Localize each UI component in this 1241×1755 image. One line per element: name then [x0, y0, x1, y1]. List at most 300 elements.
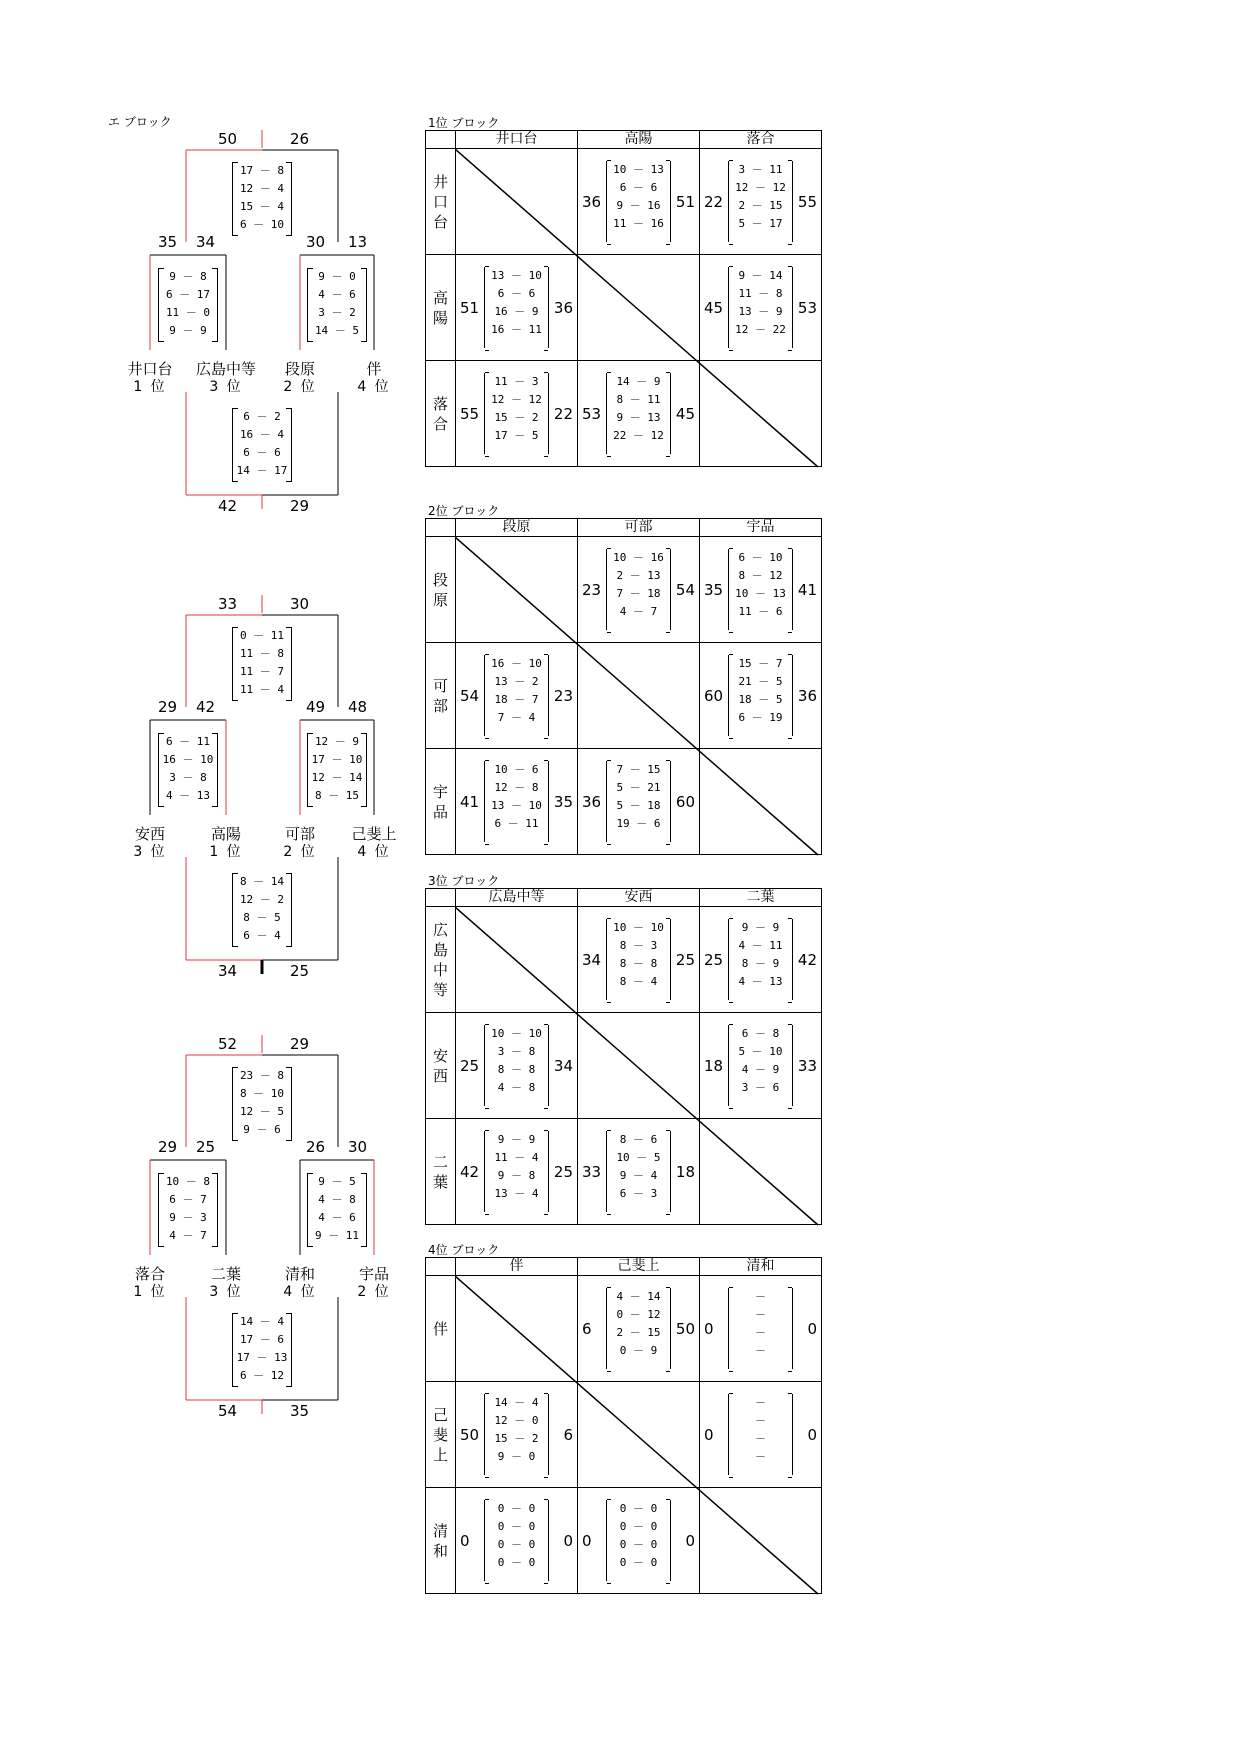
total-right: 41: [797, 580, 817, 599]
bottom-games: [232, 408, 292, 480]
row-header-char: 葉: [432, 1172, 448, 1191]
game-score: 9 － 6: [243, 1123, 281, 1136]
game-score: 4 － 7: [619, 605, 658, 618]
game-score: 12 － 9: [314, 735, 360, 748]
total-left: 25: [704, 950, 724, 969]
game-score: 14 － 4: [494, 1396, 539, 1409]
row-header: [426, 255, 456, 361]
row-header-char: 口: [432, 192, 448, 211]
game-score: 0 － 9: [619, 1344, 658, 1357]
game-score: 6 － 17: [165, 288, 211, 301]
game-score: 0 － 0: [619, 1520, 658, 1533]
game-score: 8 － 10: [239, 1087, 285, 1100]
bracket-paren: [232, 627, 238, 701]
game-score: 6 － 12: [239, 1369, 285, 1382]
game-score: 17 － 10: [311, 753, 363, 766]
game-score: 11 － 16: [613, 217, 664, 230]
game-score: 6 － 10: [738, 551, 783, 564]
game-score: －: [755, 1432, 766, 1445]
mid-score: 30: [306, 233, 326, 251]
game-score: 23 － 8: [239, 1069, 285, 1082]
total-left: 25: [460, 1056, 480, 1075]
game-score: 3 － 6: [741, 1081, 780, 1094]
game-score: 8 － 14: [239, 875, 285, 888]
bracket-lines: [0, 0, 420, 1755]
mid-score: 29: [158, 698, 178, 716]
game-score: 9 － 9: [169, 324, 207, 337]
game-score: 8 － 8: [619, 957, 658, 970]
game-score: 3 － 8: [497, 1045, 536, 1058]
team-name: 二葉: [210, 1265, 242, 1283]
game-score: 8 － 9: [741, 957, 780, 970]
game-score: 0 － 0: [619, 1538, 658, 1551]
game-score: 9 － 5: [318, 1175, 356, 1188]
game-score: 5 － 21: [616, 781, 661, 794]
game-score: 8 － 15: [314, 789, 360, 802]
row-header-char: 陽: [432, 308, 448, 327]
game-score: －: [755, 1344, 766, 1357]
game-score: 12 － 2: [239, 893, 285, 906]
game-score: 10 － 10: [491, 1027, 542, 1040]
bracket-paren: [307, 268, 313, 342]
game-score: 8 － 12: [738, 569, 783, 582]
game-score: 7 － 15: [616, 763, 661, 776]
mid-score: 29: [158, 1138, 178, 1156]
game-score: 16 － 4: [239, 428, 285, 441]
total-right: 25: [675, 950, 695, 969]
mid-score: 48: [348, 698, 368, 716]
bracket-paren: [158, 733, 164, 807]
team-name: 高陽: [210, 825, 242, 843]
row-header: [426, 1488, 456, 1594]
game-score: 7 － 4: [497, 711, 536, 724]
table-title: 1位 ブロック: [428, 116, 500, 130]
game-score: 12 － 12: [491, 393, 542, 406]
game-score: 4 － 7: [169, 1229, 207, 1242]
row-header: [426, 149, 456, 255]
bracket-paren: [286, 162, 292, 236]
game-score: 6 － 7: [169, 1193, 207, 1206]
top-score: 30: [290, 595, 310, 613]
mid-score: 13: [348, 233, 368, 251]
game-score: 17 － 6: [239, 1333, 285, 1346]
team-place: 2 位: [357, 1284, 391, 1300]
column-header: 高陽: [578, 131, 700, 149]
game-score: 8 － 6: [619, 1133, 658, 1146]
team-place: 2 位: [283, 379, 317, 395]
row-header: [426, 1013, 456, 1119]
row-header-char: 中: [432, 960, 448, 979]
game-score: 3 － 8: [169, 771, 207, 784]
total-right: 23: [553, 686, 573, 705]
game-score: 0 － 0: [497, 1538, 536, 1551]
game-score: 11 － 4: [494, 1151, 539, 1164]
game-score: 8 － 4: [619, 975, 658, 988]
column-header: 宇品: [700, 519, 822, 537]
game-score: 7 － 18: [616, 587, 661, 600]
total-left: 42: [460, 1162, 480, 1181]
game-score: 10 － 10: [613, 921, 664, 934]
mid-score: 34: [196, 233, 216, 251]
row-header-char: 広: [432, 920, 448, 939]
total-right: 54: [675, 580, 695, 599]
game-score: 15 － 7: [738, 657, 783, 670]
game-score: 0 － 0: [619, 1502, 658, 1515]
bottom-score: 25: [290, 962, 310, 980]
game-score: 0 － 0: [619, 1556, 658, 1569]
game-score: 0 － 0: [497, 1556, 536, 1569]
total-left: 0: [460, 1531, 470, 1550]
game-score: 6 － 6: [619, 181, 658, 194]
diagonal-line: [455, 537, 851, 859]
game-score: 17 － 8: [239, 164, 285, 177]
bottom-score: 29: [290, 497, 310, 515]
column-header: 井口台: [456, 131, 578, 149]
row-header: [426, 361, 456, 467]
game-score: －: [755, 1450, 766, 1463]
game-score: 17 － 5: [494, 429, 539, 442]
bottom-score: 35: [290, 1402, 310, 1420]
column-header: 二葉: [700, 889, 822, 907]
right-games: [307, 268, 367, 340]
row-header-char: 品: [432, 802, 448, 821]
team-name: 伴: [366, 360, 382, 378]
table-corner: [426, 131, 456, 149]
total-right: 22: [553, 404, 573, 423]
game-score: 16 － 10: [491, 657, 542, 670]
game-score: 12 － 4: [239, 182, 285, 195]
page-title: エ ブロック: [108, 115, 172, 129]
game-score: 5 － 10: [738, 1045, 783, 1058]
row-header-char: 等: [432, 980, 448, 999]
game-score: 2 － 15: [616, 1326, 661, 1339]
total-left: 22: [704, 192, 724, 211]
game-score: 10 － 13: [613, 163, 664, 176]
left-games: [158, 1173, 218, 1245]
column-header: 己斐上: [578, 1258, 700, 1276]
game-score: 2 － 15: [738, 199, 783, 212]
left-games: [158, 268, 218, 340]
column-header: 安西: [578, 889, 700, 907]
game-score: 13 － 10: [491, 799, 542, 812]
bracket-paren: [232, 408, 238, 482]
game-score: 8 － 5: [243, 911, 281, 924]
column-header: 清和: [700, 1258, 822, 1276]
total-right: 51: [675, 192, 695, 211]
game-score: 6 － 4: [243, 929, 281, 942]
total-right: 45: [675, 404, 695, 423]
game-score: 4 － 9: [741, 1063, 780, 1076]
row-header-char: 斐: [432, 1425, 448, 1444]
bottom-score: 54: [218, 1402, 238, 1420]
total-right: 60: [675, 792, 695, 811]
total-left: 0: [582, 1531, 592, 1550]
bottom-score: 42: [218, 497, 238, 515]
row-header: [426, 643, 456, 749]
game-score: 13 － 10: [491, 269, 542, 282]
row-header-char: 原: [432, 590, 448, 609]
game-score: 4 － 6: [318, 1211, 356, 1224]
top-games: [232, 627, 292, 699]
game-score: 11 － 8: [239, 647, 285, 660]
bracket-paren: [212, 1173, 218, 1247]
diagonal-line: [455, 1276, 851, 1598]
game-score: 0 － 12: [616, 1308, 661, 1321]
game-score: 9 － 13: [616, 411, 661, 424]
team-name: 己斐上: [351, 825, 397, 843]
bottom-games: [232, 1313, 292, 1385]
mid-score: 49: [306, 698, 326, 716]
top-score: 52: [218, 1035, 238, 1053]
mid-score: 42: [196, 698, 216, 716]
total-right: 25: [553, 1162, 573, 1181]
game-score: 11 － 4: [239, 683, 285, 696]
team-name: 清和: [284, 1265, 316, 1283]
game-score: 15 － 2: [494, 1432, 539, 1445]
column-header: 落合: [700, 131, 822, 149]
total-right: 36: [553, 298, 573, 317]
game-score: 6 － 11: [165, 735, 211, 748]
game-score: 10 － 5: [616, 1151, 661, 1164]
bracket-paren: [286, 873, 292, 947]
row-header-char: 島: [432, 940, 448, 959]
game-score: 15 － 4: [239, 200, 285, 213]
total-right: 50: [675, 1319, 695, 1338]
total-left: 18: [704, 1056, 724, 1075]
mid-score: 25: [196, 1138, 216, 1156]
team-place: 4 位: [283, 1284, 317, 1300]
game-score: 10 － 6: [494, 763, 539, 776]
row-header-char: 段: [432, 570, 448, 589]
bracket-paren: [361, 733, 367, 807]
bracket-paren: [212, 268, 218, 342]
row-header-char: 二: [432, 1152, 448, 1171]
game-score: 9 － 3: [169, 1211, 207, 1224]
total-right: 0: [807, 1425, 817, 1444]
row-header: [426, 1119, 456, 1225]
right-games: [307, 733, 367, 805]
row-header-char: 高: [432, 288, 448, 307]
bracket-paren: [232, 1067, 238, 1141]
total-left: 23: [582, 580, 602, 599]
bottom-games: [232, 873, 292, 945]
game-score: 4 － 13: [738, 975, 783, 988]
bracket-paren: [158, 1173, 164, 1247]
team-place: 3 位: [209, 1284, 243, 1300]
team-place: 2 位: [283, 844, 317, 860]
table-title: 4位 ブロック: [428, 1243, 500, 1257]
game-score: 17 － 13: [236, 1351, 288, 1364]
game-score: 9 － 9: [741, 921, 780, 934]
top-score: 29: [290, 1035, 310, 1053]
game-score: －: [755, 1326, 766, 1339]
game-score: 3 － 11: [738, 163, 783, 176]
top-games: [232, 1067, 292, 1139]
game-score: －: [755, 1308, 766, 1321]
total-left: 0: [704, 1319, 714, 1338]
game-score: 6 － 6: [243, 446, 281, 459]
total-right: 0: [685, 1531, 695, 1550]
game-score: 9 － 8: [169, 270, 207, 283]
bottom-score: 34: [218, 962, 238, 980]
game-score: 5 － 18: [616, 799, 661, 812]
row-header: [426, 1382, 456, 1488]
game-score: 10 － 16: [613, 551, 664, 564]
game-score: 6 － 2: [243, 410, 281, 423]
total-left: 50: [460, 1425, 480, 1444]
top-score: 50: [218, 130, 238, 148]
row-header-char: 台: [432, 212, 448, 231]
game-score: 11 － 3: [494, 375, 539, 388]
game-score: 13 － 2: [494, 675, 539, 688]
game-score: 4 － 6: [318, 288, 356, 301]
total-left: 51: [460, 298, 480, 317]
game-score: 13 － 4: [494, 1187, 539, 1200]
bracket-paren: [212, 733, 218, 807]
game-score: －: [755, 1414, 766, 1427]
bracket-paren: [307, 1173, 313, 1247]
bracket-paren: [361, 1173, 367, 1247]
game-score: 4 － 11: [738, 939, 783, 952]
team-place: 3 位: [133, 844, 167, 860]
total-left: 45: [704, 298, 724, 317]
game-score: 3 － 2: [318, 306, 356, 319]
game-score: 4 － 13: [165, 789, 211, 802]
total-right: 42: [797, 950, 817, 969]
game-score: －: [755, 1290, 766, 1303]
table-corner: [426, 889, 456, 907]
game-score: 12 － 8: [494, 781, 539, 794]
game-score: 9 － 4: [619, 1169, 658, 1182]
mid-score: 35: [158, 233, 178, 251]
game-score: 0 － 0: [497, 1520, 536, 1533]
game-score: 6 － 10: [239, 218, 285, 231]
total-right: 33: [797, 1056, 817, 1075]
team-place: 4 位: [357, 844, 391, 860]
row-header-char: 上: [432, 1445, 448, 1464]
game-score: 16 － 10: [162, 753, 214, 766]
game-score: 12 － 5: [239, 1105, 285, 1118]
row-header: [426, 537, 456, 643]
game-score: 16 － 9: [494, 305, 539, 318]
bracket-paren: [361, 268, 367, 342]
total-left: 55: [460, 404, 480, 423]
bracket-paren: [286, 1067, 292, 1141]
total-right: 35: [553, 792, 573, 811]
game-score: 9 － 8: [497, 1169, 536, 1182]
total-right: 18: [675, 1162, 695, 1181]
game-score: 6 － 3: [619, 1187, 658, 1200]
row-header-char: 宇: [432, 782, 448, 801]
top-score: 26: [290, 130, 310, 148]
game-score: 4 － 14: [616, 1290, 661, 1303]
bracket-paren: [232, 162, 238, 236]
bracket-paren: [286, 1313, 292, 1387]
mid-score: 26: [306, 1138, 326, 1156]
right-games: [307, 1173, 367, 1245]
team-place: 1 位: [133, 379, 167, 395]
game-score: 9 － 0: [318, 270, 356, 283]
column-header: 伴: [456, 1258, 578, 1276]
team-name: 落合: [134, 1265, 166, 1283]
total-left: 60: [704, 686, 724, 705]
total-left: 0: [704, 1425, 714, 1444]
game-score: 14 － 5: [314, 324, 360, 337]
game-score: 4 － 8: [318, 1193, 356, 1206]
team-name: 段原: [284, 360, 316, 378]
game-score: 9 － 0: [497, 1450, 536, 1463]
team-name: 安西: [134, 825, 166, 843]
row-header-char: 合: [432, 414, 448, 433]
team-name: 宇品: [358, 1265, 390, 1283]
game-score: 13 － 9: [738, 305, 783, 318]
total-left: 36: [582, 792, 602, 811]
game-score: 12 － 12: [735, 181, 786, 194]
total-right: 55: [797, 192, 817, 211]
game-score: 9 － 9: [497, 1133, 536, 1146]
row-header: [426, 1276, 456, 1382]
mid-score: 30: [348, 1138, 368, 1156]
game-score: 8 － 11: [616, 393, 661, 406]
bracket-paren: [307, 733, 313, 807]
game-score: 6 － 19: [738, 711, 783, 724]
row-header-char: 可: [432, 676, 448, 695]
game-score: 6 － 11: [494, 817, 539, 830]
game-score: 12 － 14: [311, 771, 363, 784]
row-header-char: 安: [432, 1046, 448, 1065]
team-place: 1 位: [209, 844, 243, 860]
game-score: 14 － 9: [616, 375, 661, 388]
diagonal-line: [455, 149, 851, 471]
game-score: 11 － 6: [738, 605, 783, 618]
total-left: 6: [582, 1319, 592, 1338]
game-score: 4 － 8: [497, 1081, 536, 1094]
game-score: 14 － 4: [239, 1315, 285, 1328]
game-score: 0 － 11: [239, 629, 285, 642]
row-header-char: 落: [432, 394, 448, 413]
total-left: 35: [704, 580, 724, 599]
game-score: 10 － 13: [735, 587, 786, 600]
team-place: 3 位: [209, 379, 243, 395]
game-score: －: [755, 1396, 766, 1409]
game-score: 11 － 8: [738, 287, 783, 300]
game-score: 12 － 0: [494, 1414, 539, 1427]
game-score: 9 － 11: [314, 1229, 360, 1242]
table-title: 3位 ブロック: [428, 874, 500, 888]
game-score: 2 － 13: [616, 569, 661, 582]
game-score: 21 － 5: [738, 675, 783, 688]
game-score: 8 － 8: [497, 1063, 536, 1076]
total-right: 6: [563, 1425, 573, 1444]
game-score: 18 － 5: [738, 693, 783, 706]
bracket-paren: [286, 408, 292, 482]
row-header-char: 清: [432, 1521, 448, 1540]
team-name: 井口台: [127, 360, 173, 378]
column-header: 広島中等: [456, 889, 578, 907]
total-right: 36: [797, 686, 817, 705]
game-score: 5 － 17: [738, 217, 783, 230]
total-left: 41: [460, 792, 480, 811]
game-score: 9 － 14: [738, 269, 783, 282]
team-name: 広島中等: [195, 360, 257, 378]
total-right: 0: [563, 1531, 573, 1550]
game-score: 6 － 8: [741, 1027, 780, 1040]
game-score: 16 － 11: [491, 323, 542, 336]
bracket-paren: [232, 1313, 238, 1387]
bracket-paren: [286, 627, 292, 701]
total-left: 53: [582, 404, 602, 423]
game-score: 14 － 17: [236, 464, 288, 477]
